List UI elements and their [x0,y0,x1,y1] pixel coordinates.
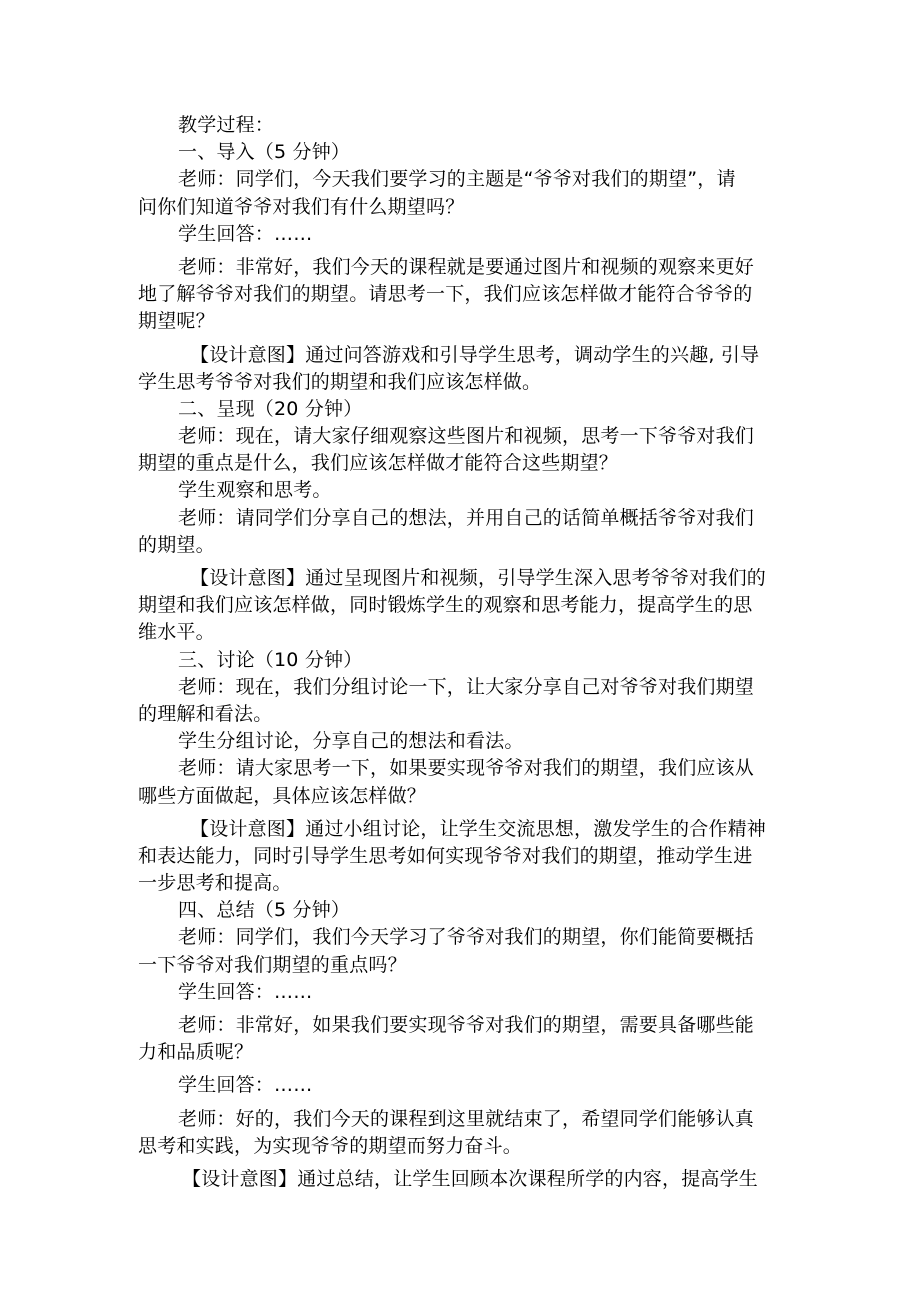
paragraph-line: 学生观察和思考。 [178,479,332,502]
paragraph-line: 哪些方面做起，具体应该怎样做？ [138,784,427,807]
paragraph-line: 问你们知道爷爷对我们有什么期望吗？ [138,195,465,218]
paragraph-line: 一下爷爷对我们期望的重点吗？ [138,953,407,976]
paragraph-line: 学生回答：…… [178,980,313,1003]
paragraph-line: 力和品质呢？ [138,1041,254,1064]
design-intent-line: 学生思考爷爷对我们的期望和我们应该怎样做。 [138,370,542,393]
paragraph-line: 思考和实践，为实现爷爷的期望而努力奋斗。 [138,1134,523,1157]
paragraph-line: 学生回答：…… [178,222,313,245]
paragraph-line: 的理解和看法。 [138,702,273,725]
paragraph-line: 老师：非常好，如果我们要实现爷爷对我们的期望，需要具备哪些能 [178,1014,755,1036]
paragraph-line: 老师：请同学们分享自己的想法，并用自己的话简单概括爷爷对我们 [178,506,755,529]
paragraph-line: 老师：同学们，我们今天学习了爷爷对我们的期望，你们能简要概括 [178,926,755,949]
paragraph-line: 学生分组讨论，分享自己的想法和看法。 [178,730,524,753]
paragraph-line: 期望的重点是什么，我们应该怎样做才能符合这些期望？ [138,452,619,475]
section-heading: 四、总结（5 分钟） [178,899,351,922]
design-intent-line: 【设计意图】通过小组讨论，让学生交流思想，激发学生的合作精神 [190,817,767,840]
paragraph-line: 老师：同学们，今天我们要学习的主题是“爷爷对我们的期望”，请 [178,168,736,191]
paragraph-line: 学生回答：…… [178,1074,313,1097]
section-heading: 教学过程： [178,114,275,136]
design-intent-line: 和表达能力，同时引导学生思考如何实现爷爷对我们的期望，推动学生进 [138,844,753,867]
paragraph-line: 期望呢？ [138,310,215,333]
section-heading: 二、呈现（20 分钟） [178,397,363,420]
paragraph-line: 老师：请大家思考一下，如果要实现爷爷对我们的期望，我们应该从 [178,757,755,780]
document-body [138,112,788,1193]
paragraph-line: 地了解爷爷对我们的期望。请思考一下，我们应该怎样做才能符合爷爷的 [138,283,753,306]
paragraph-line: 老师：现在，我们分组讨论一下，让大家分享自己对爷爷对我们期望 [178,675,755,698]
section-heading: 三、讨论（10 分钟） [178,648,363,671]
paragraph-line: 的期望。 [138,533,215,556]
paragraph-line: 老师：现在，请大家仔细观察这些图片和视频，思考一下爷爷对我们 [178,425,755,448]
design-intent-line: 【设计意图】通过呈现图片和视频，引导学生深入思考爷爷对我们的 [190,567,767,589]
design-intent-line: 【设计意图】通过问答游戏和引导学生思考，调动学生的兴趣, 引导 [190,343,760,366]
design-intent-line: 【设计意图】通过总结，让学生回顾本次课程所学的内容，提高学生 [182,1167,759,1190]
design-intent-line: 维水平。 [138,621,215,644]
paragraph-line: 老师：好的，我们今天的课程到这里就结束了，希望同学们能够认真 [178,1107,755,1130]
design-intent-line: 期望和我们应该怎样做，同时锻炼学生的观察和思考能力，提高学生的思 [138,594,753,617]
section-heading: 一、导入（5 分钟） [178,141,351,164]
design-intent-line: 一步思考和提高。 [138,872,292,895]
paragraph-line: 老师：非常好，我们今天的课程就是要通过图片和视频的观察来更好 [178,255,755,278]
